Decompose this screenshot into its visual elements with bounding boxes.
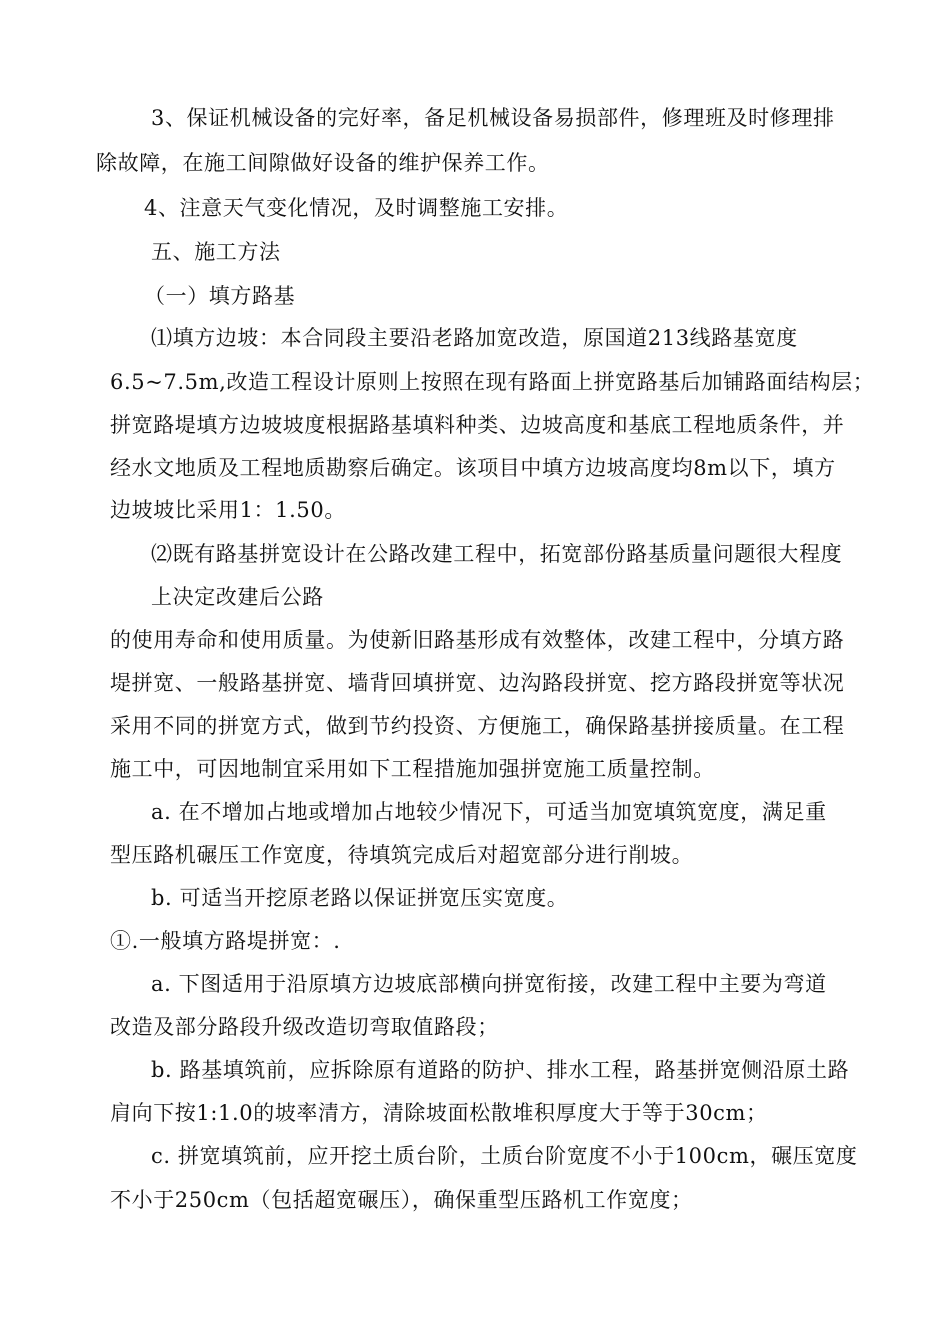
text-line: b. 可适当开挖原老路以保证拼宽压实宽度。 <box>151 886 569 910</box>
text-line: 除故障，在施工间隙做好设备的维护保养工作。 <box>96 151 550 175</box>
text-line: 拼宽路堤填方边坡坡度根据路基填料种类、边坡高度和基底工程地质条件，并 <box>110 413 845 437</box>
text-line: c. 拼宽填筑前，应开挖土质台阶，土质台阶宽度不小于100cm，碾压宽度 <box>151 1144 858 1168</box>
text-line: a. 在不增加占地或增加占地较少情况下，可适当加宽填筑宽度，满足重 <box>151 800 827 824</box>
text-line: 3、保证机械设备的完好率，备足机械设备易损部件，修理班及时修理排 <box>151 106 835 130</box>
text-line: 采用不同的拼宽方式，做到节约投资、方便施工，确保路基拼接质量。在工程 <box>110 714 845 738</box>
text-line: ⑴填方边坡：本合同段主要沿老路加宽改造，原国道213线路基宽度 <box>151 326 798 350</box>
text-line: 堤拼宽、一般路基拼宽、墙背回填拼宽、边沟路段拼宽、挖方路段拼宽等状况 <box>110 671 845 695</box>
text-line: ⑵既有路基拼宽设计在公路改建工程中，拓宽部份路基质量问题很大程度 <box>151 542 843 566</box>
text-line: 肩向下按1:1.0的坡率清方，清除坡面松散堆积厚度大于等于30cm； <box>110 1101 768 1125</box>
text-line: 改造及部分路段升级改造切弯取值路段； <box>110 1015 499 1039</box>
text-line: b. 路基填筑前，应拆除原有道路的防护、排水工程，路基拼宽侧沿原土路 <box>151 1058 850 1082</box>
text-line: 不小于250cm（包括超宽碾压），确保重型压路机工作宽度； <box>110 1188 693 1212</box>
text-line: 边坡坡比采用1：1.50。 <box>110 498 346 522</box>
text-line: ①.一般填方路堤拼宽：. <box>110 929 341 953</box>
text-line: 五、施工方法 <box>151 240 281 264</box>
text-line: a. 下图适用于沿原填方边坡底部横向拼宽衔接，改建工程中主要为弯道 <box>151 972 827 996</box>
text-line: 6.5~7.5m,改造工程设计原则上按照在现有路面上拼宽路基后加铺路面结构层； <box>110 370 875 394</box>
text-line: 施工中，可因地制宜采用如下工程措施加强拼宽施工质量控制。 <box>110 757 715 781</box>
text-line: 4、注意天气变化情况，及时调整施工安排。 <box>144 196 569 220</box>
text-line: （一）填方路基 <box>144 284 296 308</box>
text-line: 上决定改建后公路 <box>151 585 324 609</box>
text-line: 型压路机碾压工作宽度，待填筑完成后对超宽部分进行削坡。 <box>110 843 694 867</box>
text-line: 经水文地质及工程地质勘察后确定。该项目中填方边坡高度均8m以下，填方 <box>110 456 836 480</box>
text-line: 的使用寿命和使用质量。为使新旧路基形成有效整体，改建工程中，分填方路 <box>110 628 845 652</box>
